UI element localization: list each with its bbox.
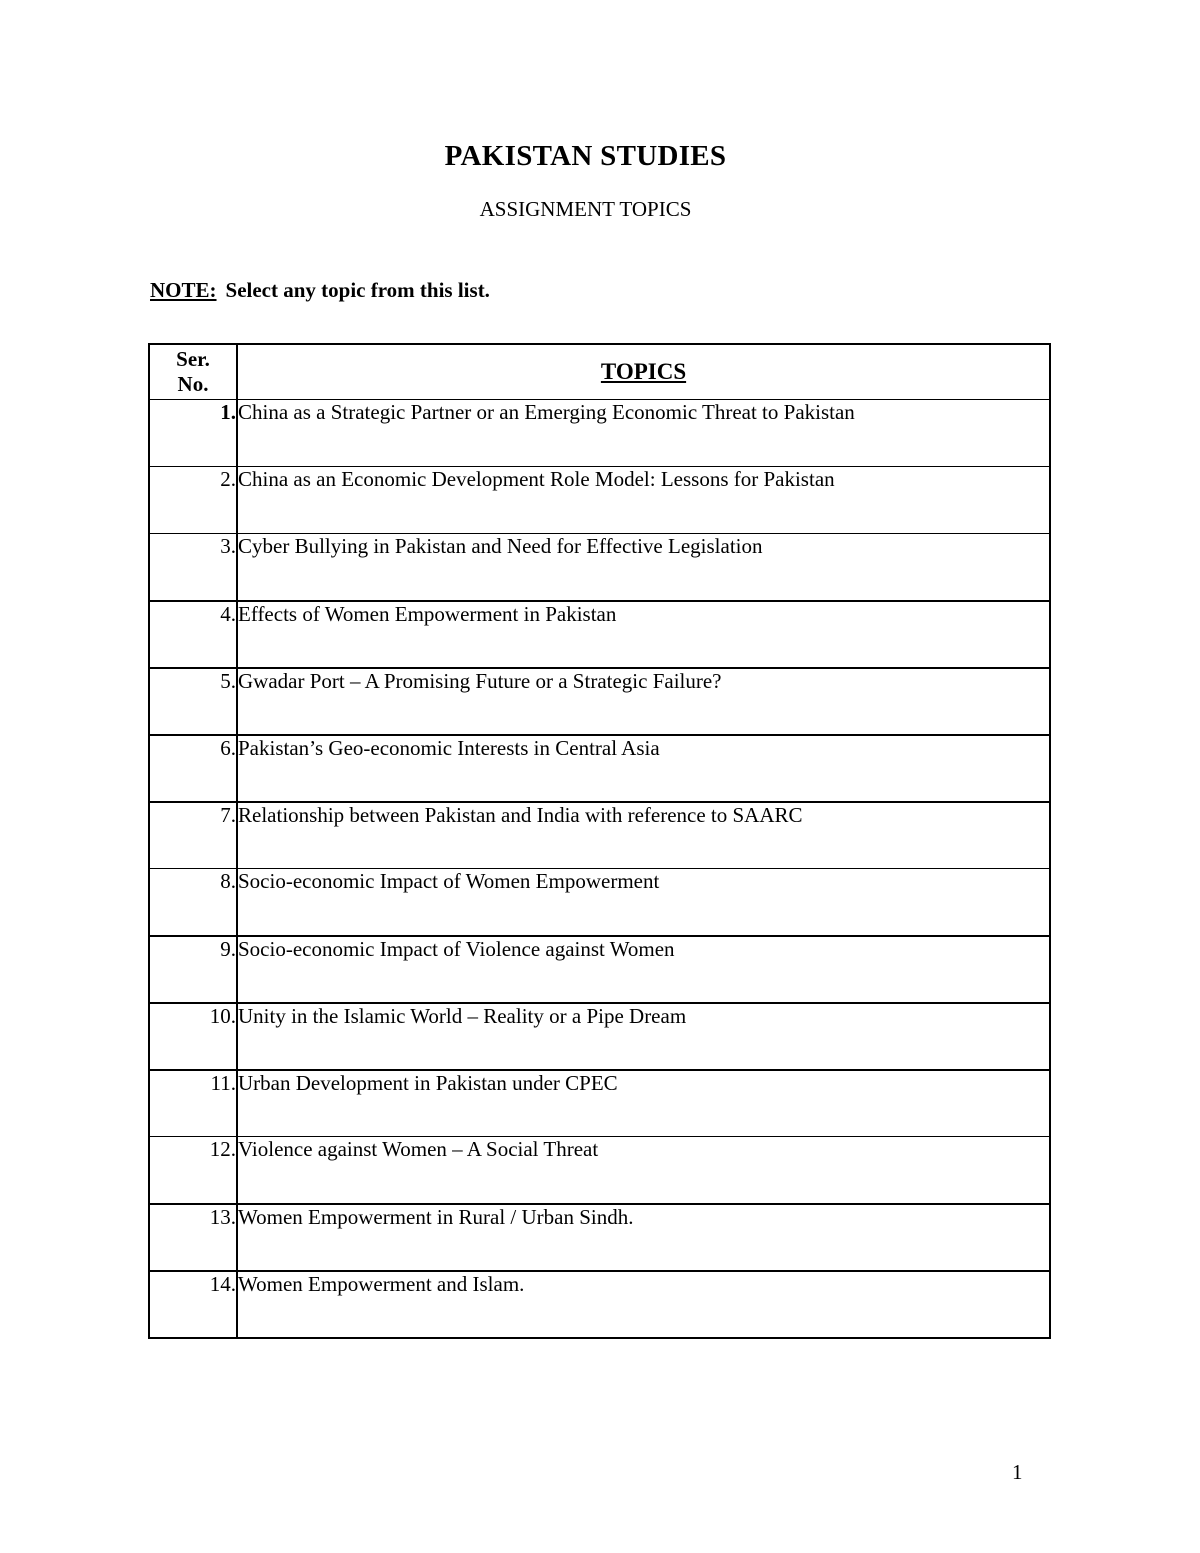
row-topic: Relationship between Pakistan and India with reference to SAARC <box>237 802 1050 869</box>
table-row <box>149 1204 1050 1271</box>
row-topic: Women Empowerment in Rural / Urban Sindh. <box>237 1204 1050 1271</box>
table-row <box>149 936 1050 1003</box>
table-row <box>149 601 1050 668</box>
table-header-row <box>149 344 1050 400</box>
row-topic: Socio-economic Impact of Violence against Women <box>237 936 1050 1003</box>
row-ser-no: 2. <box>149 467 237 534</box>
row-ser-no: 11. <box>149 1070 237 1137</box>
row-topic: Pakistan’s Geo-economic Interests in Central Asia <box>237 735 1050 802</box>
document-subtitle: ASSIGNMENT TOPICS <box>479 197 692 221</box>
table-row <box>149 1271 1050 1338</box>
row-topic: Women Empowerment and Islam. <box>237 1271 1050 1338</box>
note-text: Select any topic from this list. <box>225 278 490 302</box>
topics-table <box>148 343 1051 1339</box>
row-topic: Effects of Women Empowerment in Pakistan <box>237 601 1050 668</box>
row-topic: China as a Strategic Partner or an Emerging Economic Threat to Pakistan <box>237 400 1050 467</box>
table-row <box>149 1003 1050 1070</box>
row-topic: Urban Development in Pakistan under CPEC <box>237 1070 1050 1137</box>
table-row <box>149 869 1050 936</box>
table-row <box>149 1137 1050 1204</box>
row-ser-no: 4. <box>149 601 237 668</box>
row-ser-no: 7. <box>149 802 237 869</box>
row-topic: China as an Economic Development Role Model: Lessons for Pakistan <box>237 467 1050 534</box>
row-ser-no: 10. <box>149 1003 237 1070</box>
row-topic: Violence against Women – A Social Threat <box>237 1137 1050 1204</box>
row-topic: Unity in the Islamic World – Reality or a Pipe Dream <box>237 1003 1050 1070</box>
row-ser-no: 14. <box>149 1271 237 1338</box>
row-ser-no: 6. <box>149 735 237 802</box>
table-body <box>149 400 1050 1338</box>
table-row <box>149 668 1050 735</box>
header-topics: TOPICS <box>237 344 1050 400</box>
table-row <box>149 802 1050 869</box>
row-ser-no: 8. <box>149 869 237 936</box>
row-topic: Socio-economic Impact of Women Empowerment <box>237 869 1050 936</box>
row-ser-no: 13. <box>149 1204 237 1271</box>
row-ser-no: 3. <box>149 534 237 601</box>
document-title: PAKISTAN STUDIES <box>444 140 727 172</box>
table-row <box>149 534 1050 601</box>
note <box>150 278 490 303</box>
header-ser-line1: Ser. <box>176 347 210 371</box>
table-row <box>149 735 1050 802</box>
row-ser-no: 5. <box>149 668 237 735</box>
header-ser-no <box>149 344 237 400</box>
row-ser-no: 9. <box>149 936 237 1003</box>
table-row <box>149 467 1050 534</box>
row-ser-no: 1. <box>149 400 237 467</box>
row-topic: Cyber Bullying in Pakistan and Need for Effective Legislation <box>237 534 1050 601</box>
header-ser-line2: No. <box>177 372 209 396</box>
table-row <box>149 400 1050 467</box>
row-topic: Gwadar Port – A Promising Future or a Strategic Failure? <box>237 668 1050 735</box>
note-label: NOTE: <box>150 278 217 302</box>
page-number: 1 <box>1012 1460 1023 1484</box>
row-ser-no: 12. <box>149 1137 237 1204</box>
table-row <box>149 1070 1050 1137</box>
